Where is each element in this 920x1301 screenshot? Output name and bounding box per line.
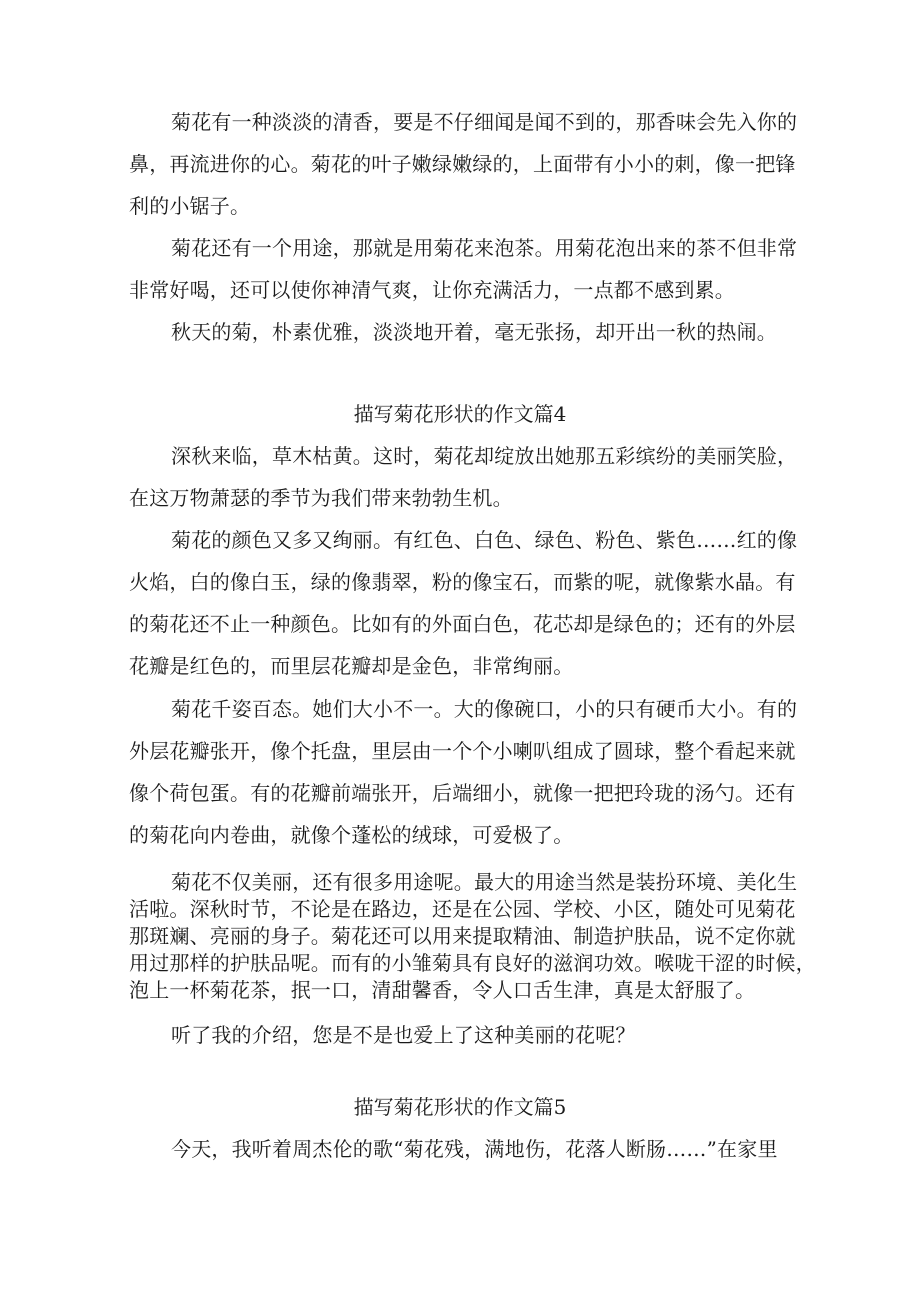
paragraph-line: 菊花还有一个用途，那就是用菊花来泡茶。用菊花泡出来的茶不但非常 [171, 236, 798, 260]
paragraph-line: 菊花的颜色又多又绚丽。有红色、白色、绿色、粉色、紫色……红的像 [171, 528, 798, 552]
section-heading: 描写菊花形状的作文篇4 [353, 402, 567, 426]
paragraph-line: 活啦。深秋时节，不论是在路边，还是在公园、学校、小区，随处可见菊花 [129, 897, 796, 921]
section-heading: 描写菊花形状的作文篇5 [353, 1095, 567, 1119]
paragraph-line: 深秋来临，草木枯黄。这时，菊花却绽放出她那五彩缤纷的美丽笑脸， [171, 444, 798, 468]
paragraph-line: 像个荷包蛋。有的花瓣前端张开，后端细小，就像一把把玲珑的汤勺。还有 [129, 781, 796, 805]
paragraph-line: 那斑斓、亮丽的身子。菊花还可以用来提取精油、制造护肤品，说不定你就 [129, 924, 796, 948]
paragraph-line: 听了我的介绍，您是不是也爱上了这种美丽的花呢？ [171, 1023, 636, 1047]
paragraph-line: 秋天的菊，朴素优雅，淡淡地开着，毫无张扬，却开出一秋的热闹。 [171, 320, 777, 344]
paragraph-line: 鼻，再流进你的心。菊花的叶子嫩绿嫩绿的，上面带有小小的刺，像一把锋 [129, 152, 796, 176]
paragraph-line: 在这万物萧瑟的季节为我们带来勃勃生机。 [129, 486, 513, 510]
paragraph-line: 用过那样的护肤品呢。而有的小雏菊具有良好的滋润功效。喉咙干涩的时候， [129, 951, 816, 975]
paragraph-line: 菊花不仅美丽，还有很多用途呢。最大的用途当然是装扮环境、美化生 [171, 870, 798, 894]
paragraph-line: 泡上一杯菊花茶，抿一口，清甜馨香，令人口舌生津，真是太舒服了。 [129, 978, 756, 1002]
paragraph-line: 火焰，白的像白玉，绿的像翡翠，粉的像宝石，而紫的呢，就像紫水晶。有 [129, 570, 796, 594]
paragraph-line: 外层花瓣张开，像个托盘，里层由一个个小喇叭组成了圆球，整个看起来就 [129, 739, 796, 763]
paragraph-line: 非常好喝，还可以使你神清气爽，让你充满活力，一点都不感到累。 [129, 278, 735, 302]
paragraph-line: 菊花千姿百态。她们大小不一。大的像碗口，小的只有硬币大小。有的 [171, 697, 798, 721]
paragraph-line: 的菊花还不止一种颜色。比如有的外面白色，花芯却是绿色的；还有的外层 [129, 612, 796, 636]
paragraph-line: 利的小锯子。 [129, 194, 251, 218]
paragraph-line: 今天，我听着周杰伦的歌“菊花残，满地伤，花落人断肠……”在家里 [171, 1137, 778, 1161]
paragraph-line: 的菊花向内卷曲，就像个蓬松的绒球，可爱极了。 [129, 823, 574, 847]
paragraph-line: 花瓣是红色的，而里层花瓣却是金色，非常绚丽。 [129, 654, 574, 678]
paragraph-line: 菊花有一种淡淡的清香，要是不仔细闻是闻不到的，那香味会先入你的 [171, 110, 798, 134]
